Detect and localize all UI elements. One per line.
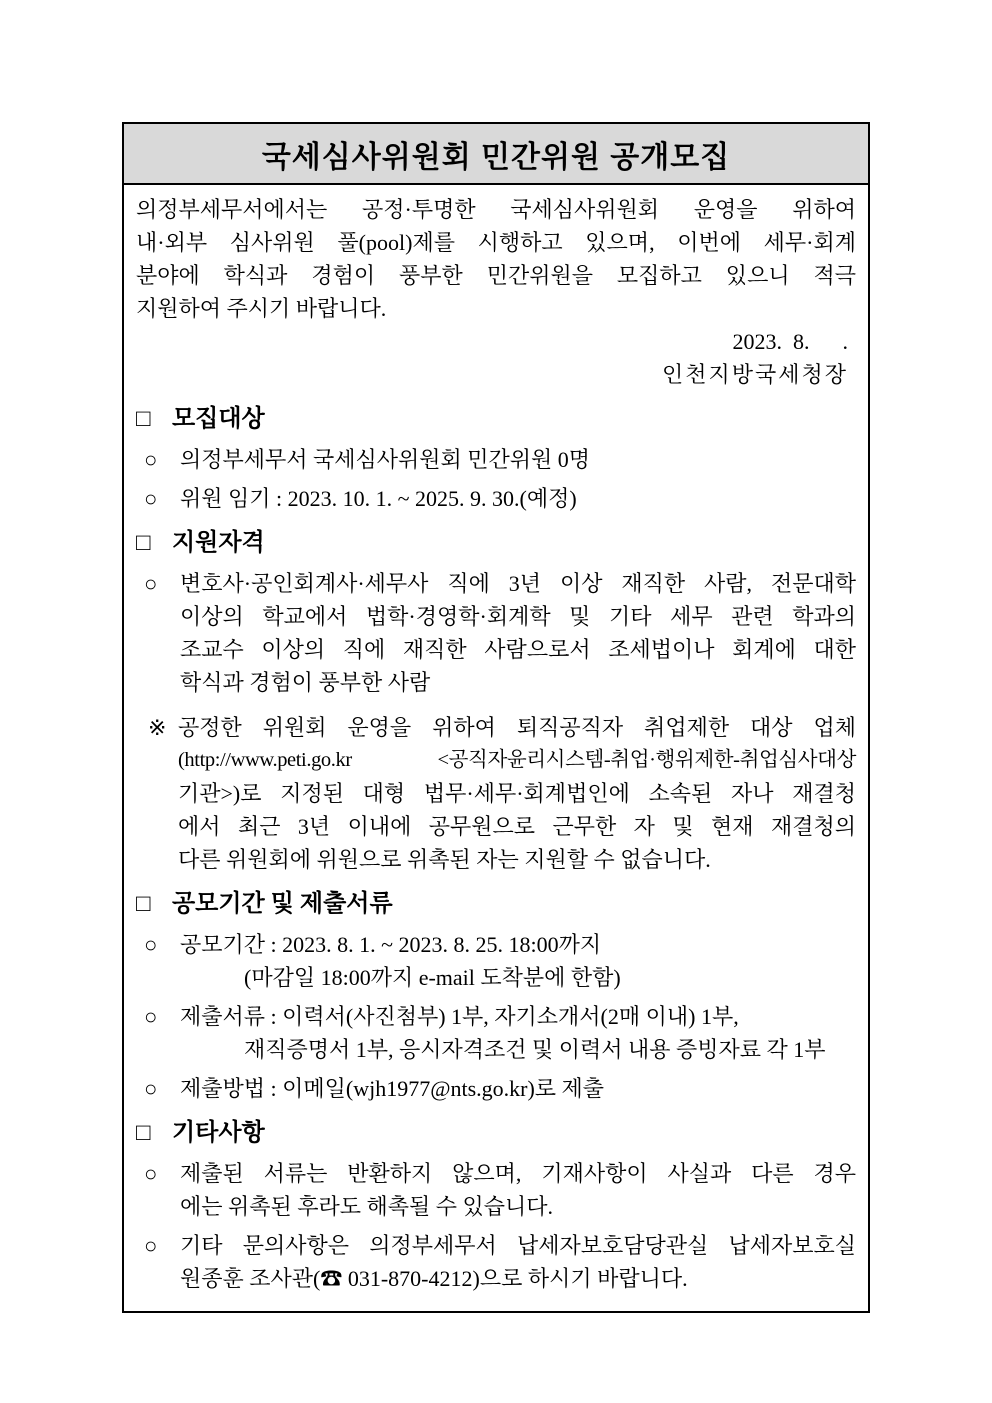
- text-line: 공모기간 : 2023. 8. 1. ~ 2023. 8. 25. 18:00까지: [180, 932, 602, 957]
- list-item: [136, 482, 856, 515]
- list-item: [136, 443, 856, 476]
- list-item-text: [180, 1000, 856, 1066]
- circle-bullet-icon: ○: [144, 1161, 158, 1186]
- text-line: 제출방법 : 이메일(wjh1977@nts.go.kr)로 제출: [180, 1076, 605, 1101]
- circle-bullet-icon: ○: [144, 447, 158, 472]
- square-bullet-icon: □: [136, 406, 151, 432]
- list-item-text: [180, 1072, 856, 1105]
- section-heading-other-notes: [136, 1115, 856, 1151]
- text-line: 위원 임기 : 2023. 10. 1. ~ 2025. 9. 30.(예정): [180, 486, 577, 511]
- text-line: 변호사·공인회계사·세무사 직에 3년 이상 재직한 사람, 전문대학: [180, 571, 856, 596]
- text-line: 분야에 학식과 경험이 풍부한 민간위원을 모집하고 있으니 적극: [136, 263, 856, 288]
- text-line: 원종훈 조사관(☎ 031-870-4212)으로 하시기 바랍니다.: [180, 1266, 688, 1291]
- list-item: [136, 928, 856, 994]
- text-line: 제출된 서류는 반환하지 않으며, 기재사항이 사실과 다른 경우: [180, 1161, 856, 1186]
- issue-date: 2023. 8. .: [732, 329, 848, 354]
- text-line: 공정한 위원회 운영을 위하여 퇴직공직자 취업제한 대상 업체: [178, 715, 856, 740]
- square-bullet-icon: □: [136, 1120, 151, 1146]
- note-text: [178, 711, 856, 876]
- section-heading-label: 공모기간 및 제출서류: [172, 891, 393, 917]
- section-heading-label: 기타사항: [172, 1120, 265, 1146]
- text-line: (http://www.peti.go.kr <공직자윤리시스템-취업·행위제한-취업심사대상: [178, 749, 856, 771]
- text-line: 의정부세무서에서는 공정·투명한 국세심사위원회 운영을 위하여: [136, 197, 856, 222]
- reference-mark-icon: ※: [148, 715, 167, 740]
- text-line: 재직증명서 1부, 응시자격조건 및 이력서 내용 증빙자료 각 1부: [244, 1037, 826, 1062]
- text-line: 기타 문의사항은 의정부세무서 납세자보호담당관실 납세자보호실: [180, 1233, 856, 1258]
- list-item-text: [180, 567, 856, 699]
- text-line: 학식과 경험이 풍부한 사람: [180, 670, 431, 695]
- document-body: [124, 185, 868, 1311]
- text-line: 내·외부 심사위원 풀(pool)제를 시행하고 있으며, 이번에 세무·회계: [136, 230, 856, 255]
- list-item: [136, 1000, 856, 1066]
- list-item: [136, 1229, 856, 1295]
- section-heading-application-period: [136, 886, 856, 922]
- circle-bullet-icon: ○: [144, 486, 158, 511]
- square-bullet-icon: □: [136, 891, 151, 917]
- list-item-text: [180, 928, 856, 994]
- circle-bullet-icon: ○: [144, 1076, 158, 1101]
- notice-document: [122, 122, 870, 1313]
- section-heading-label: 모집대상: [172, 406, 265, 432]
- list-item-text: [180, 1229, 856, 1295]
- text-line: 이상의 학교에서 법학·경영학·회계학 및 기타 세무 관련 학과의: [180, 604, 856, 629]
- list-item-text: [180, 443, 856, 476]
- text-line: 다른 위원회에 위원으로 위촉된 자는 지원할 수 없습니다.: [178, 847, 711, 872]
- note-item: [136, 711, 856, 876]
- section-heading-recruit-target: [136, 401, 856, 437]
- section-heading-qualifications: [136, 525, 856, 561]
- circle-bullet-icon: ○: [144, 1233, 158, 1258]
- document-title-bar: [124, 124, 868, 185]
- list-item: [136, 1157, 856, 1223]
- document-title: 국세심사위원회 민간위원 공개모집: [261, 141, 731, 174]
- text-line: 조교수 이상의 직에 재직한 사람으로서 조세법이나 회계에 대한: [180, 637, 856, 662]
- text-line: 지원하여 주시기 바랍니다.: [136, 296, 387, 321]
- text-line: 의정부세무서 국세심사위원회 민간위원 0명: [180, 447, 591, 472]
- intro-paragraph: [136, 193, 856, 325]
- text-line: 에서 최근 3년 이내에 공무원으로 근무한 자 및 현재 재결청의: [178, 814, 856, 839]
- issuer-name: 인천지방국세청장: [661, 362, 848, 387]
- text-line: 기관>)로 지정된 대형 법무·세무·회계법인에 소속된 자나 재결청: [178, 781, 856, 806]
- text-line: (마감일 18:00까지 e-mail 도착분에 한함): [244, 965, 621, 990]
- circle-bullet-icon: ○: [144, 571, 158, 596]
- section-heading-label: 지원자격: [172, 530, 265, 556]
- list-item-text: [180, 482, 856, 515]
- circle-bullet-icon: ○: [144, 1004, 158, 1029]
- text-line: 제출서류 : 이력서(사진첨부) 1부, 자기소개서(2매 이내) 1부,: [180, 1004, 739, 1029]
- list-item: [136, 1072, 856, 1105]
- text-line: 에는 위촉된 후라도 해촉될 수 있습니다.: [180, 1194, 554, 1219]
- circle-bullet-icon: ○: [144, 932, 158, 957]
- list-item-text: [180, 1157, 856, 1223]
- list-item: [136, 567, 856, 699]
- square-bullet-icon: □: [136, 530, 151, 556]
